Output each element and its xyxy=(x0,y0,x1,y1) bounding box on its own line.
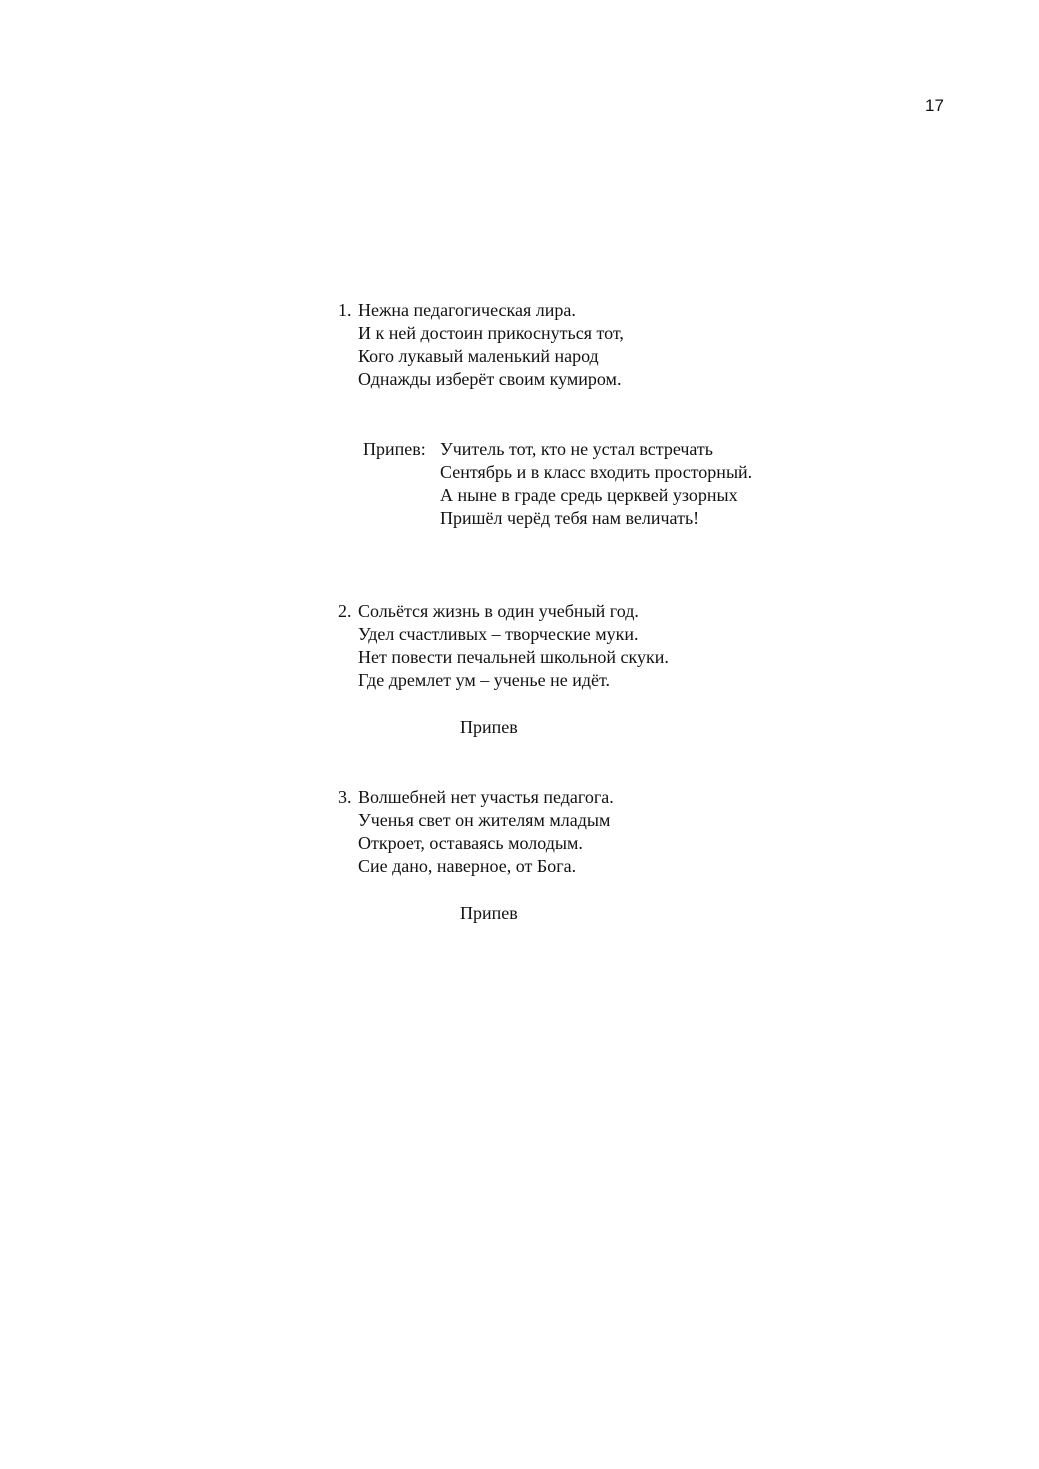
verse-line: Однажды изберёт своим кумиром. xyxy=(358,369,622,389)
verse-line: Волшебней нет участья педагога. xyxy=(358,787,614,807)
verse-line: Кого лукавый маленький народ xyxy=(358,346,599,366)
refrain-line: Сентябрь и в класс входить просторный. xyxy=(440,462,753,482)
refrain-reference: Припев xyxy=(460,717,518,737)
verse-line: Нет повести печальней школьной скуки. xyxy=(358,647,669,667)
verse-number: 2. xyxy=(338,601,352,621)
verse-line: Ученья свет он жителям младым xyxy=(358,810,611,830)
verse-line: Нежна педагогическая лира. xyxy=(358,300,576,320)
verse-line: Сие дано, наверное, от Бога. xyxy=(358,856,577,876)
refrain-label: Припев: xyxy=(363,439,426,459)
verse-line: Сольётся жизнь в один учебный год. xyxy=(358,601,639,621)
refrain-line: Пришёл черёд тебя нам величать! xyxy=(440,508,700,528)
verse-line: И к ней достоин прикоснуться тот, xyxy=(358,323,624,343)
verse-line: Где дремлет ум – ученье не идёт. xyxy=(358,670,611,690)
verse-line: Откроет, оставаясь молодым. xyxy=(358,833,583,853)
page-number: 17 xyxy=(925,96,944,115)
refrain-line: А ныне в граде средь церквей узорных xyxy=(440,485,738,505)
verse-number: 1. xyxy=(338,300,352,320)
refrain-reference: Припев xyxy=(460,903,518,923)
verse-number: 3. xyxy=(338,787,352,807)
verse-line: Удел счастливых – творческие муки. xyxy=(358,624,639,644)
refrain-line: Учитель тот, кто не устал встречать xyxy=(440,439,714,459)
